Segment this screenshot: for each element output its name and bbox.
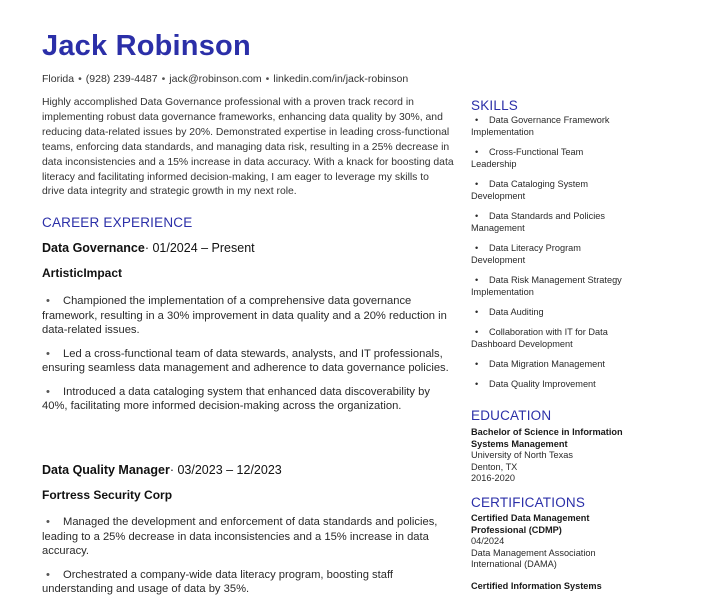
bullet-dot: • [46, 295, 50, 307]
bullet-dot: • [475, 243, 479, 253]
certification-name: Certified Information Systems [471, 581, 602, 591]
skill-item [471, 242, 631, 266]
bullet-text: Orchestrated a company-wide data literacy program, boosting staff understanding and usage of data by 35%. [42, 568, 393, 595]
certification-issuer: Data Management Association International (DAMA) [471, 547, 596, 569]
education-entry [471, 427, 641, 485]
skill-label: Data Literacy Program Development [471, 243, 581, 265]
skill-item [471, 210, 631, 234]
job-bullet [42, 294, 456, 338]
job-bullet [42, 515, 456, 559]
career-experience-heading: CAREER EXPERIENCE [42, 215, 193, 230]
skill-label: Data Migration Management [489, 359, 605, 369]
skill-item [471, 178, 631, 202]
education-degree: Bachelor of Science in Information Systems Management [471, 427, 623, 449]
skill-label: Data Standards and Policies Management [471, 211, 605, 233]
professional-summary: Highly accomplished Data Governance professional with a proven track record in implementing robust data governance frameworks, enhancing data quality by 30%, and reducing data-related issues by 20%. Demonstrated expertise in leading cross-functional teams, enforcing data standards, and managing data risk, resulting in a 25% decrease in data inconsistencies and a 15% increase in data accuracy. With a knack for boosting data literacy and facilitating informed decision-making, I am eager to leverage my skills to drive data integrity and strategic growth in my next role. [42, 97, 454, 198]
skill-label: Data Risk Management Strategy Implementation [471, 275, 622, 297]
job-title: Data Quality Manager [42, 463, 170, 477]
bullet-dot: • [475, 307, 479, 317]
candidate-name: Jack Robinson [42, 30, 251, 62]
bullet-dot: • [475, 327, 479, 337]
education-location: Denton, TX [471, 461, 518, 472]
skill-item [471, 358, 631, 370]
contact-phone[interactable]: (928) 239-4487 [85, 73, 158, 85]
skill-label: Data Auditing [489, 307, 544, 317]
bullet-dot: • [475, 359, 479, 369]
skill-label: Data Quality Improvement [489, 379, 596, 389]
job-bullet [42, 385, 456, 414]
company-name: ArtisticImpact [42, 266, 123, 280]
company-name: Fortress Security Corp [42, 488, 173, 502]
skill-item [471, 326, 631, 350]
bullet-dot: • [475, 211, 479, 221]
skill-item [471, 306, 631, 318]
education-school: University of North Texas [471, 450, 573, 460]
certification-entry [471, 581, 641, 593]
job-bullets [42, 515, 456, 606]
skill-item [471, 114, 631, 138]
bullet-dot: • [46, 385, 50, 398]
bullet-text: Led a cross-functional team of data stewards, analysts, and IT professionals, ensuring seamless data management and adherence to data governance policies. [42, 347, 449, 374]
education-years: 2016-2020 [471, 473, 515, 483]
skills-list [471, 114, 631, 398]
bullet-dot: • [46, 516, 50, 528]
job-title: Data Governance [42, 241, 145, 255]
contact-separator: • [78, 73, 82, 85]
bullet-dot: • [46, 347, 50, 360]
skill-item [471, 146, 631, 170]
job-title-line [42, 241, 255, 255]
skill-item [471, 378, 631, 390]
contact-separator: • [265, 73, 270, 85]
job-dates: · 03/2023 – 12/2023 [169, 463, 282, 477]
contact-separator: • [161, 73, 166, 85]
job-title-line [42, 463, 282, 477]
certification-name: Certified Data Management Professional (CDMP) [471, 513, 590, 535]
bullet-text: Championed the implementation of a comprehensive data governance framework, resulting in a 30% improvement in data quality and a 20% reduction in data-related issues. [42, 295, 447, 336]
job-bullet [42, 347, 456, 376]
contact-location: Florida [42, 73, 75, 85]
contact-linkedin[interactable]: linkedin.com/in/jack-robinson [273, 73, 409, 85]
certification-date: 04/2024 [471, 536, 505, 546]
bullet-dot: • [475, 179, 479, 189]
contact-email[interactable]: jack@robinson.com [169, 73, 262, 85]
skills-heading: SKILLS [471, 98, 518, 113]
skill-label: Data Governance Framework Implementation [471, 115, 610, 137]
skill-label: Cross-Functional Team Leadership [471, 147, 584, 169]
certification-entry [471, 513, 641, 571]
bullet-dot: • [475, 275, 479, 285]
bullet-dot: • [475, 115, 479, 125]
education-heading: EDUCATION [471, 408, 552, 423]
bullet-text: Introduced a data cataloging system that enhanced data discoverability by 40%, facilitating more informed decision-making across the organization. [42, 385, 430, 412]
certifications-heading: CERTIFICATIONS [471, 495, 586, 510]
job-bullet [42, 568, 456, 597]
job-bullets [42, 294, 456, 423]
bullet-dot: • [475, 379, 479, 389]
skill-label: Collaboration with IT for Data Dashboard Development [471, 327, 608, 349]
skill-label: Data Cataloging System Development [471, 179, 589, 201]
skill-item [471, 274, 631, 298]
job-dates: · 01/2024 – Present [144, 241, 255, 255]
bullet-dot: • [475, 147, 479, 157]
bullet-dot: • [46, 568, 50, 581]
bullet-text: Managed the development and enforcement of data standards and policies, leading to a 25% decrease in data inconsistencies and a 15% increase in data accuracy. [42, 516, 438, 557]
contact-line [42, 73, 408, 85]
